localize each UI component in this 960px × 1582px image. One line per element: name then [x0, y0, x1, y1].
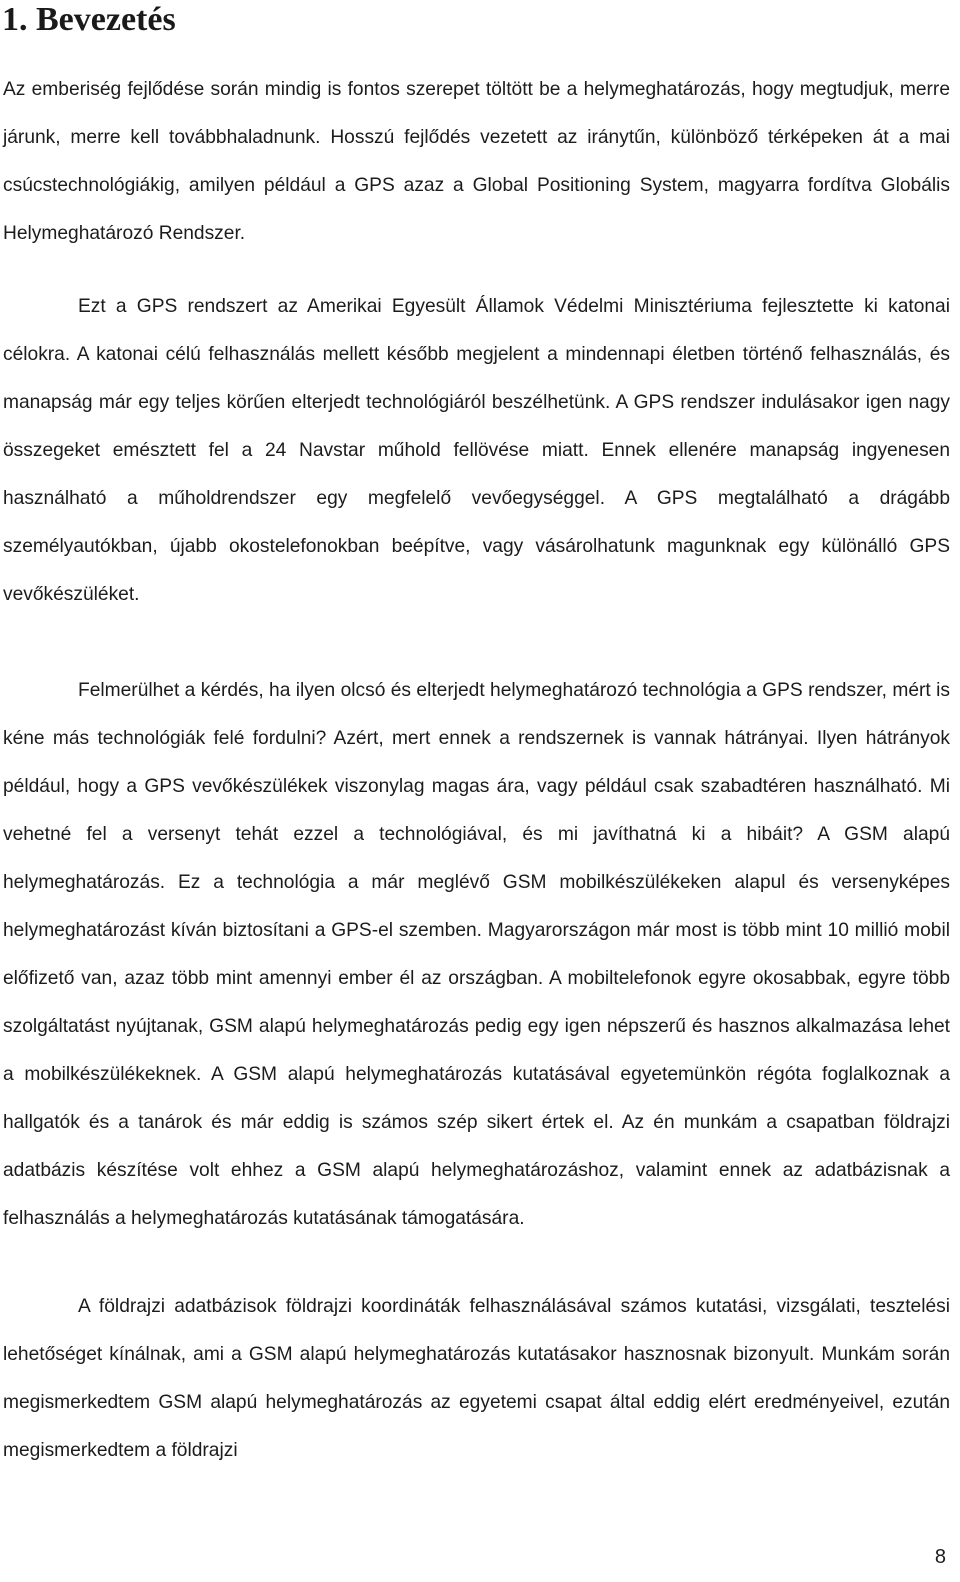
paragraph-gps-history: Ezt a GPS rendszert az Amerikai Egyesült Államok Védelmi Minisztériuma fejlesztette ki katonai célokra. A katonai célú felhasználás mellett később megjelent a mindennapi életben történő felhasználás, és manapság már egy teljes körűen elterjedt technológiáról beszélhetünk. A GPS rendszer indulásakor igen nagy összegeket emésztett fel a 24 Navstar műhold fellövése miatt. Ennek ellenére manapság ingyenesen használható a műholdrendszer egy megfelelő vevőegységgel. A GPS megtalálható a drágább személyautókban, újabb okostelefonokban beépítve, vagy vásárolhatunk magunknak egy különálló GPS vevőkészüléket.	[3, 296, 950, 605]
paragraph-intro: Az emberiség fejlődése során mindig is fontos szerepet töltött be a helymeghatározás, hogy megtudjuk, merre járunk, merre kell továbbhaladnunk. Hosszú fejlődés vezetett az iránytűn, különböző térképeken át a mai csúcstechnológiákig, amilyen például a GPS azaz a Global Positioning System, magyarra fordítva Globális Helymeghatározó Rendszer.	[3, 79, 950, 244]
section-heading: 1. Bevezetés	[2, 1, 176, 38]
paragraph-geo-database: A földrajzi adatbázisok földrajzi koordináták felhasználásával számos kutatási, vizsgálati, tesztelési lehetőséget kínálnak, ami a GSM alapú helymeghatározás kutatásakor hasznosnak bizonyult. Munkám során megismerkedtem GSM alapú helymeghatározás az egyetemi csapat által eddig elért eredményeivel, ezután megismerkedtem a földrajzi	[3, 1296, 950, 1461]
paragraph-gsm-positioning: Felmerülhet a kérdés, ha ilyen olcsó és elterjedt helymeghatározó technológia a GPS rendszer, mért is kéne más technológiák felé fordulni? Azért, mert ennek a rendszernek is vannak hátrányai. Ilyen hátrányok például, hogy a GPS vevőkészülékek viszonylag magas ára, vagy például csak szabadtéren használható. Mi vehetné fel a versenyt tehát ezzel a technológiával, és mi javíthatná ki a hibáit? A GSM alapú helymeghatározás. Ez a technológia a már meglévő GSM mobilkészülékeken alapul és versenyképes helymeghatározást kíván biztosítani a GPS-el szemben. Magyarországon már most is több mint 10 millió mobil előfizető van, azaz több mint amennyi ember él az országban. A mobiltelefonok egyre okosabbak, egyre több szolgáltatást nyújtanak, GSM alapú helymeghatározás pedig egy igen népszerű és hasznos alkalmazása lehet a mobilkészülékeknek. A GSM alapú helymeghatározás kutatásával egyetemünkön régóta foglalkoznak a hallgatók és a tanárok és már eddig is számos szép sikert értek el. Az én munkám a csapatban földrajzi adatbázis készítése volt ehhez a GSM alapú helymeghatározáshoz, valamint ennek az adatbázisnak a felhasználás a helymeghatározás kutatásának támogatására.	[3, 680, 950, 1229]
page-number: 8	[934, 1546, 946, 1568]
